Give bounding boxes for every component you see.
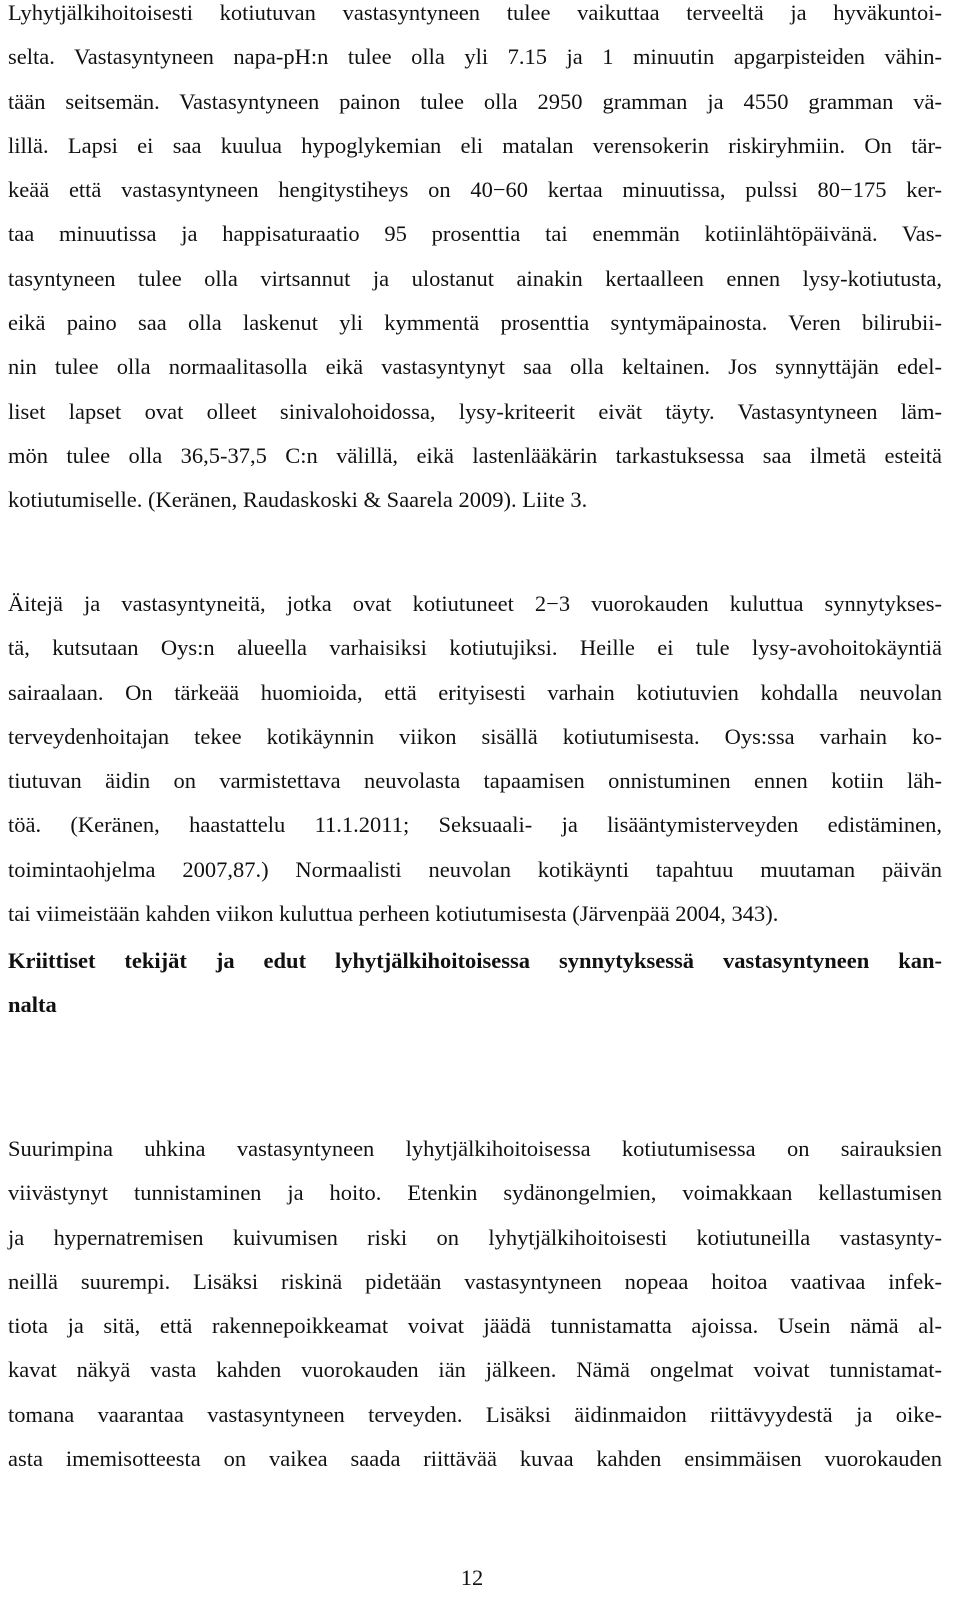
text-line: viivästynyt tunnistaminen ja hoito. Etenkin sydänongelmien, voimakkaan kellastumisen: [8, 1180, 942, 1206]
text-line: toimintaohjelma 2007,87.) Normaalisti neuvolan kotikäynti tapahtuu muutaman päivän: [8, 856, 942, 882]
text-line: tä, kutsutaan Oys:n alueella varhaisiksi kotiutujiksi. Heille ei tule lysy-avohoitokäyntiä: [8, 635, 942, 661]
text-line: Äitejä ja vastasyntyneitä, jotka ovat kotiutuneet 2−3 vuorokauden kuluttua synnytykses-: [8, 591, 942, 616]
text-line: terveydenhoitajan tekee kotikäynnin viikon sisällä kotiutumisesta. Oys:ssa varhain ko-: [8, 723, 942, 749]
text-line: mön tulee olla 36,5-37,5 C:n välillä, eikä lastenlääkärin tarkastuksessa saa ilmetä esteitä: [8, 442, 942, 468]
text-line: tiutuvan äidin on varmistettava neuvolasta tapaamisen onnistuminen ennen kotiin läh-: [8, 768, 942, 794]
text-line: tai viimeistään kahden viikon kuluttua perheen kotiutumisesta (Järvenpää 2004, 343).: [8, 901, 779, 927]
text-line: kotiutumiselle. (Keränen, Raudaskoski & Saarela 2009). Liite 3.: [8, 487, 588, 513]
paragraph-newborn-criteria: [8, 0, 942, 523]
text-line: liset lapset ovat olleet sinivalohoidossa, lysy-kriteerit eivät täyty. Vastasyntyneen läm-: [8, 398, 942, 424]
text-line: keää että vastasyntyneen hengitystiheys on 40−60 kertaa minuutissa, pulssi 80−175 ker-: [8, 177, 942, 203]
text-line: selta. Vastasyntyneen napa-pH:n tulee olla yli 7.15 ja 1 minuutin apgarpisteiden vähin-: [8, 44, 942, 70]
text-line: tiota ja sitä, että rakennepoikkeamat voivat jäädä tunnistamatta ajoissa. Usein nämä al-: [8, 1313, 942, 1339]
text-line: neillä suurempi. Lisäksi riskinä pidetään vastasyntyneen nopeaa hoitoa vaativaa infek-: [8, 1268, 942, 1294]
paragraph-critical-factors: [8, 1127, 942, 1481]
text-line: taa minuutissa ja happisaturaatio 95 prosenttia tai enemmän kotiinlähtöpäivänä. Vas-: [8, 221, 942, 247]
page-number: 12: [460, 1565, 484, 1590]
section-heading: [8, 939, 942, 1028]
heading-line: Kriittiset tekijät ja edut lyhytjälkihoitoisessa synnytyksessä vastasyntyneen kan-: [8, 948, 942, 973]
text-line: töä. (Keränen, haastattelu 11.1.2011; Seksuaali- ja lisääntymisterveyden edistäminen,: [8, 812, 942, 838]
text-line: ja hypernatremisen kuivumisen riski on lyhytjälkihoitoisesti kotiutuneilla vastasynty-: [8, 1224, 942, 1250]
paragraph-early-discharge: [8, 582, 942, 936]
text-line: kavat näkyä vasta kahden vuorokauden iän jälkeen. Nämä ongelmat voivat tunnistamat-: [8, 1357, 942, 1383]
text-line: sairaalaan. On tärkeää huomioida, että erityisesti varhain kotiutuvien kohdalla neuvolan: [8, 679, 942, 705]
text-line: tään seitsemän. Vastasyntyneen painon tulee olla 2950 gramman ja 4550 gramman vä-: [8, 88, 942, 114]
text-line: tomana vaarantaa vastasyntyneen terveyden. Lisäksi äidinmaidon riittävyydestä ja oike-: [8, 1401, 942, 1427]
text-line: eikä paino saa olla laskenut yli kymmentä prosenttia syntymäpainosta. Veren bilirubii-: [8, 310, 942, 336]
text-line: Lyhytjälkihoitoisesti kotiutuvan vastasyntyneen tulee vaikuttaa terveeltä ja hyväkuntoi-: [8, 0, 942, 25]
text-line: lillä. Lapsi ei saa kuulua hypoglykemian eli matalan verensokerin riskiryhmiin. On tär-: [8, 132, 942, 158]
text-line: Suurimpina uhkina vastasyntyneen lyhytjälkihoitoisessa kotiutumisessa on sairauksien: [8, 1136, 942, 1161]
text-line: nin tulee olla normaalitasolla eikä vastasyntynyt saa olla keltainen. Jos synnyttäjän edel-: [8, 354, 942, 380]
heading-line: nalta: [8, 992, 57, 1018]
text-line: tasyntyneen tulee olla virtsannut ja ulostanut ainakin kertaalleen ennen lysy-kotiutusta,: [8, 265, 942, 291]
text-line: asta imemisotteesta on vaikea saada riittävää kuvaa kahden ensimmäisen vuorokauden: [8, 1446, 942, 1472]
